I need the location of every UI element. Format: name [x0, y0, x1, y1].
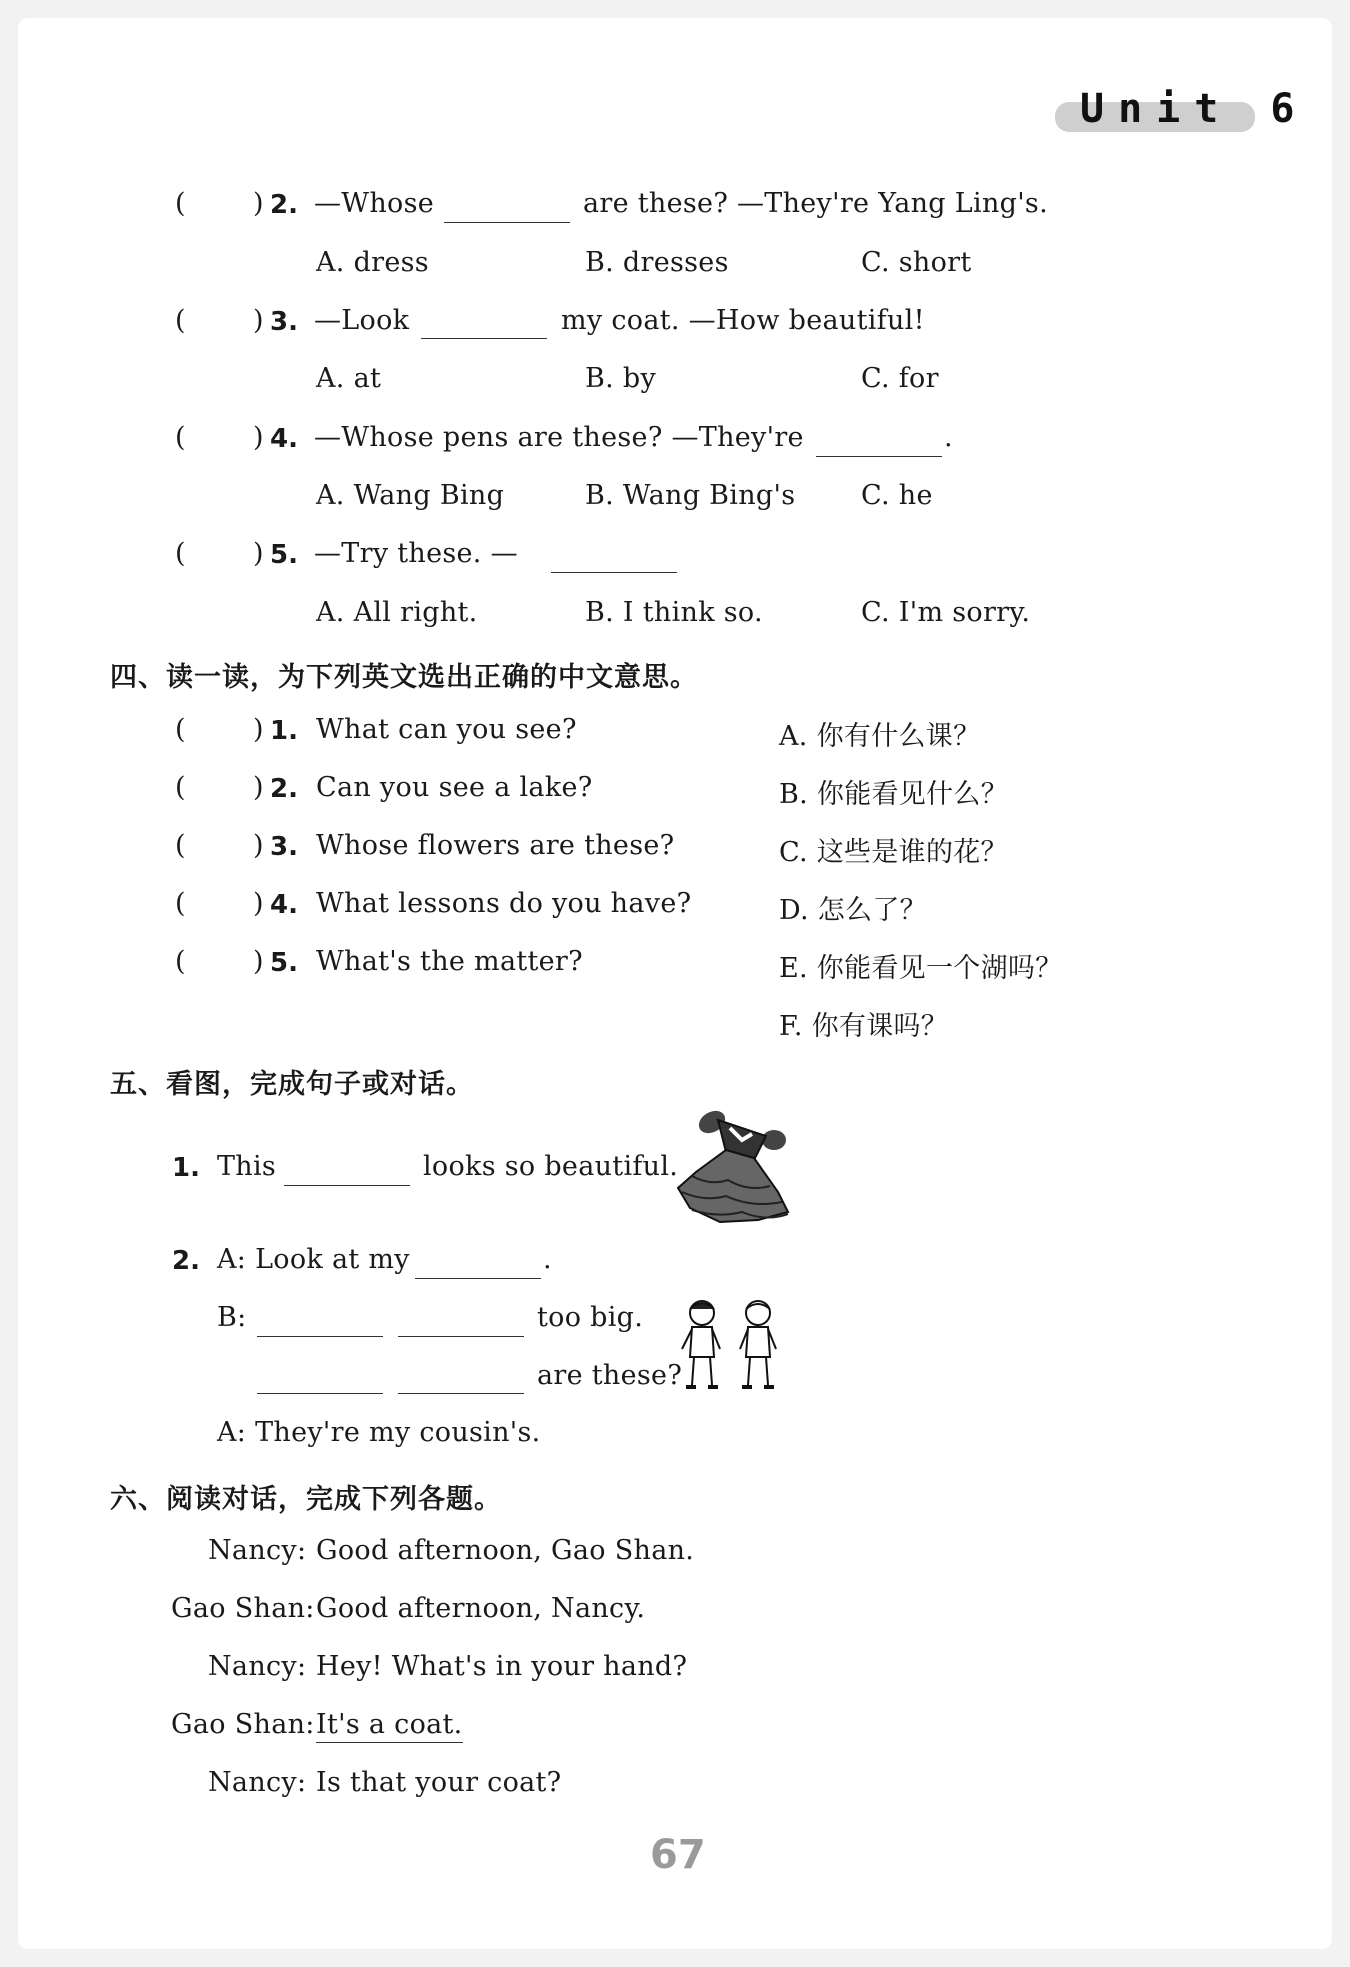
- option-a: A. All right.: [316, 597, 478, 628]
- answer-paren-close: ): [253, 830, 264, 861]
- option-a: A. at: [316, 363, 382, 394]
- dialogue-line: Hey! What's in your hand?: [316, 1651, 688, 1682]
- choice-b: B. 你能看见什么？: [779, 779, 1009, 810]
- section-heading-5: 五、看图，完成句子或对话。: [110, 1069, 474, 1100]
- item-number: 5.: [270, 948, 298, 978]
- option-c: C. he: [861, 480, 933, 511]
- speaker-label: Nancy:: [208, 1535, 307, 1566]
- question-stem: my coat. —How beautiful!: [561, 305, 925, 336]
- question-stem: —Whose pens are these? —They're: [314, 422, 804, 453]
- dialogue-line: Is that your coat?: [316, 1767, 562, 1798]
- dialogue-line: A: They're my cousin's.: [217, 1417, 541, 1448]
- item-number: 1.: [270, 716, 298, 746]
- sentence-text: looks so beautiful.: [423, 1151, 679, 1182]
- item-english: What lessons do you have?: [316, 888, 692, 919]
- option-a: A. dress: [316, 247, 429, 278]
- option-b: B. Wang Bing's: [585, 480, 796, 511]
- question-stem: are these? —They're Yang Ling's.: [583, 188, 1048, 219]
- answer-paren-open: (: [175, 188, 186, 219]
- speaker-label: B:: [217, 1302, 247, 1333]
- question-stem: .: [944, 422, 953, 453]
- answer-paren-close: ): [253, 714, 264, 745]
- underlined-sentence: It's a coat.: [316, 1709, 463, 1743]
- item-number: 2.: [172, 1246, 200, 1276]
- dialogue-line: Good afternoon, Gao Shan.: [316, 1535, 695, 1566]
- item-english: Whose flowers are these?: [316, 830, 675, 861]
- answer-blank[interactable]: [415, 1278, 541, 1279]
- item-english: Can you see a lake?: [316, 772, 593, 803]
- answer-paren-open: (: [175, 888, 186, 919]
- answer-paren-open: (: [175, 714, 186, 745]
- answer-blank[interactable]: [398, 1393, 524, 1394]
- answer-paren-open: (: [175, 305, 186, 336]
- option-b: B. dresses: [585, 247, 729, 278]
- speaker-label: Nancy:: [208, 1767, 307, 1798]
- answer-paren-close: ): [253, 538, 264, 569]
- option-a: A. Wang Bing: [316, 480, 505, 511]
- choice-f: F. 你有课吗？: [779, 1011, 949, 1042]
- item-number: 4.: [270, 890, 298, 920]
- question-stem: —Whose: [314, 188, 435, 219]
- answer-paren-open: (: [175, 772, 186, 803]
- question-number: 4.: [270, 424, 298, 454]
- dialogue-line: are these?: [537, 1360, 683, 1391]
- choice-a: A. 你有什么课？: [779, 721, 981, 752]
- answer-paren-close: ): [253, 888, 264, 919]
- question-number: 3.: [270, 307, 298, 337]
- answer-paren-close: ): [253, 305, 264, 336]
- option-c: C. for: [861, 363, 939, 394]
- answer-paren-open: (: [175, 422, 186, 453]
- speaker-label: Gao Shan:: [171, 1593, 315, 1624]
- choice-d: D. 怎么了？: [779, 895, 927, 926]
- item-number: 2.: [270, 774, 298, 804]
- speaker-label: Gao Shan:: [171, 1709, 315, 1740]
- item-number: 1.: [172, 1153, 200, 1183]
- answer-paren-close: ): [253, 946, 264, 977]
- option-c: C. short: [861, 247, 972, 278]
- item-english: What's the matter?: [316, 946, 583, 977]
- speaker-label: Nancy:: [208, 1651, 307, 1682]
- option-c: C. I'm sorry.: [861, 597, 1031, 628]
- question-stem: —Look: [314, 305, 410, 336]
- dress-picture: [670, 1100, 800, 1230]
- dialogue-line: Good afternoon, Nancy.: [316, 1593, 646, 1624]
- answer-paren-open: (: [175, 946, 186, 977]
- item-english: What can you see?: [316, 714, 577, 745]
- dialogue-line: too big.: [537, 1302, 644, 1333]
- section-heading-6: 六、阅读对话，完成下列各题。: [110, 1484, 502, 1515]
- choice-c: C. 这些是谁的花？: [779, 837, 1008, 868]
- dialogue-line: A: Look at my: [217, 1244, 410, 1275]
- answer-blank[interactable]: [398, 1336, 524, 1337]
- item-number: 3.: [270, 832, 298, 862]
- section-heading-4: 四、读一读，为下列英文选出正确的中文意思。: [110, 662, 698, 693]
- answer-blank[interactable]: [284, 1185, 410, 1186]
- answer-paren-open: (: [175, 830, 186, 861]
- answer-blank[interactable]: [551, 572, 677, 573]
- answer-paren-close: ): [253, 772, 264, 803]
- answer-paren-open: (: [175, 538, 186, 569]
- option-b: B. I think so.: [585, 597, 763, 628]
- question-number: 2.: [270, 190, 298, 220]
- question-stem: —Try these. —: [314, 538, 518, 569]
- answer-paren-close: ): [253, 188, 264, 219]
- answer-paren-close: ): [253, 422, 264, 453]
- sentence-text: This: [217, 1151, 277, 1182]
- dialogue-line: .: [543, 1244, 552, 1275]
- question-number: 5.: [270, 540, 298, 570]
- answer-blank[interactable]: [257, 1393, 383, 1394]
- answer-blank[interactable]: [816, 456, 942, 457]
- choice-e: E. 你能看见一个湖吗？: [779, 953, 1063, 984]
- answer-blank[interactable]: [421, 338, 547, 339]
- page-number: 67: [650, 1832, 706, 1878]
- unit-label: Unit 6: [1080, 86, 1309, 132]
- answer-blank[interactable]: [444, 222, 570, 223]
- option-b: B. by: [585, 363, 657, 394]
- kids-picture: [676, 1295, 786, 1397]
- answer-blank[interactable]: [257, 1336, 383, 1337]
